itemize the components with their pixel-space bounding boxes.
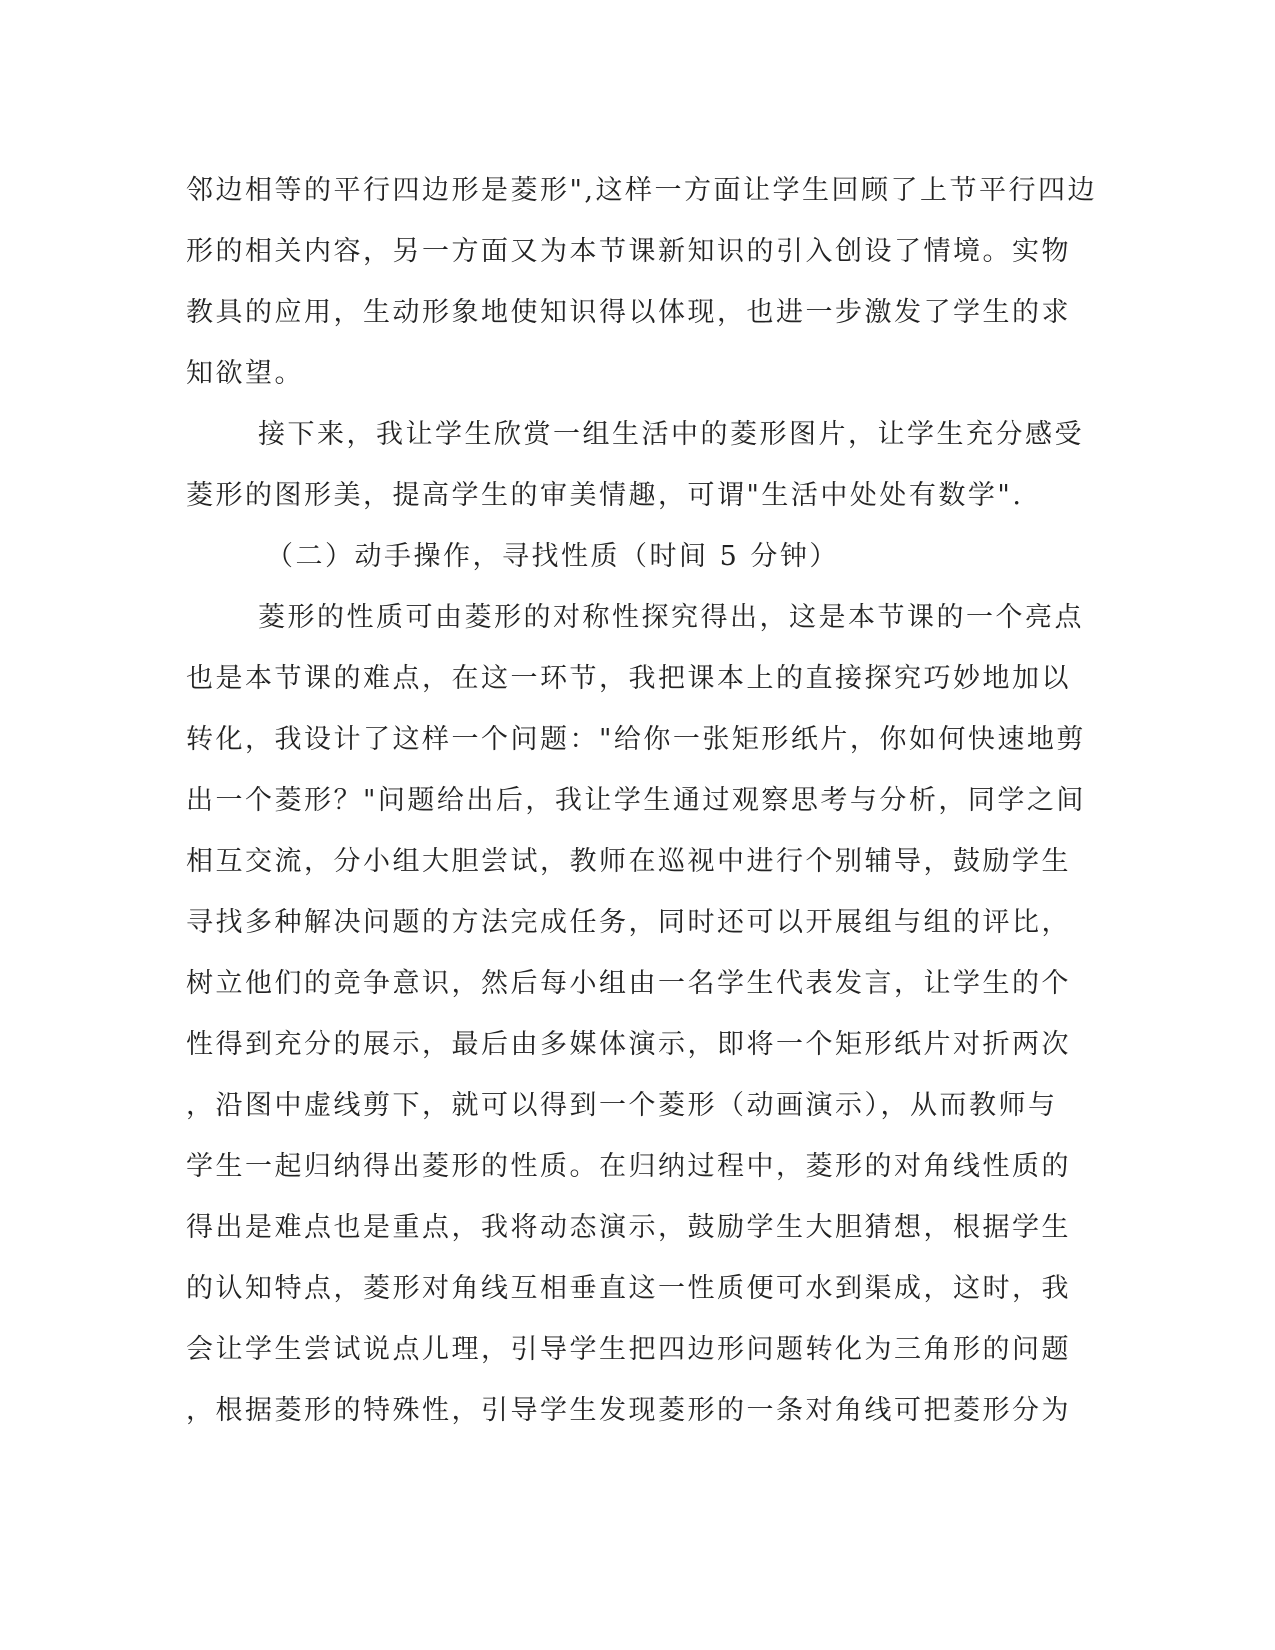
body-text: [186, 160, 1098, 1441]
text-line: 寻找多种解决问题的方法完成任务，同时还可以开展组与组的评比，: [186, 907, 1071, 938]
text-line: 会让学生尝试说点儿理，引导学生把四边形问题转化为三角形的问题: [186, 1334, 1071, 1365]
text-line: 树立他们的竞争意识，然后每小组由一名学生代表发言，让学生的个: [186, 968, 1071, 999]
text-line: 教具的应用，生动形象地使知识得以体现，也进一步激发了学生的求: [186, 297, 1071, 328]
text-line: 出一个菱形？"问题给出后，我让学生通过观察思考与分析，同学之间: [186, 785, 1086, 816]
section-heading: （二）动手操作，寻找性质（时间 5 分钟）: [266, 541, 839, 572]
text-line: 邻边相等的平行四边形是菱形",这样一方面让学生回顾了上节平行四边: [186, 175, 1098, 206]
text-line: 形的相关内容，另一方面又为本节课新知识的引入创设了情境。实物: [186, 236, 1071, 267]
paragraph-first-line: 菱形的性质可由菱形的对称性探究得出，这是本节课的一个亮点: [258, 602, 1084, 633]
text-line: 菱形的图形美，提高学生的审美情趣，可谓"生活中处处有数学".: [186, 480, 1024, 511]
text-line: 性得到充分的展示，最后由多媒体演示，即将一个矩形纸片对折两次: [186, 1029, 1071, 1060]
text-line: ，根据菱形的特殊性，引导学生发现菱形的一条对角线可把菱形分为: [186, 1395, 1071, 1426]
paragraph-first-line: 接下来，我让学生欣赏一组生活中的菱形图片，让学生充分感受: [258, 419, 1084, 450]
text-line: 学生一起归纳得出菱形的性质。在归纳过程中，菱形的对角线性质的: [186, 1151, 1071, 1182]
text-line: 知欲望。: [186, 358, 304, 389]
text-line: 也是本节课的难点，在这一环节，我把课本上的直接探究巧妙地加以: [186, 663, 1071, 694]
text-line: ，沿图中虚线剪下，就可以得到一个菱形（动画演示），从而教师与: [186, 1090, 1058, 1121]
text-line: 转化，我设计了这样一个问题："给你一张矩形纸片，你如何快速地剪: [186, 724, 1086, 755]
text-line: 的认知特点，菱形对角线互相垂直这一性质便可水到渠成，这时，我: [186, 1273, 1071, 1304]
text-line: 得出是难点也是重点，我将动态演示，鼓励学生大胆猜想，根据学生: [186, 1212, 1071, 1243]
text-line: 相互交流，分小组大胆尝试，教师在巡视中进行个别辅导，鼓励学生: [186, 846, 1071, 877]
